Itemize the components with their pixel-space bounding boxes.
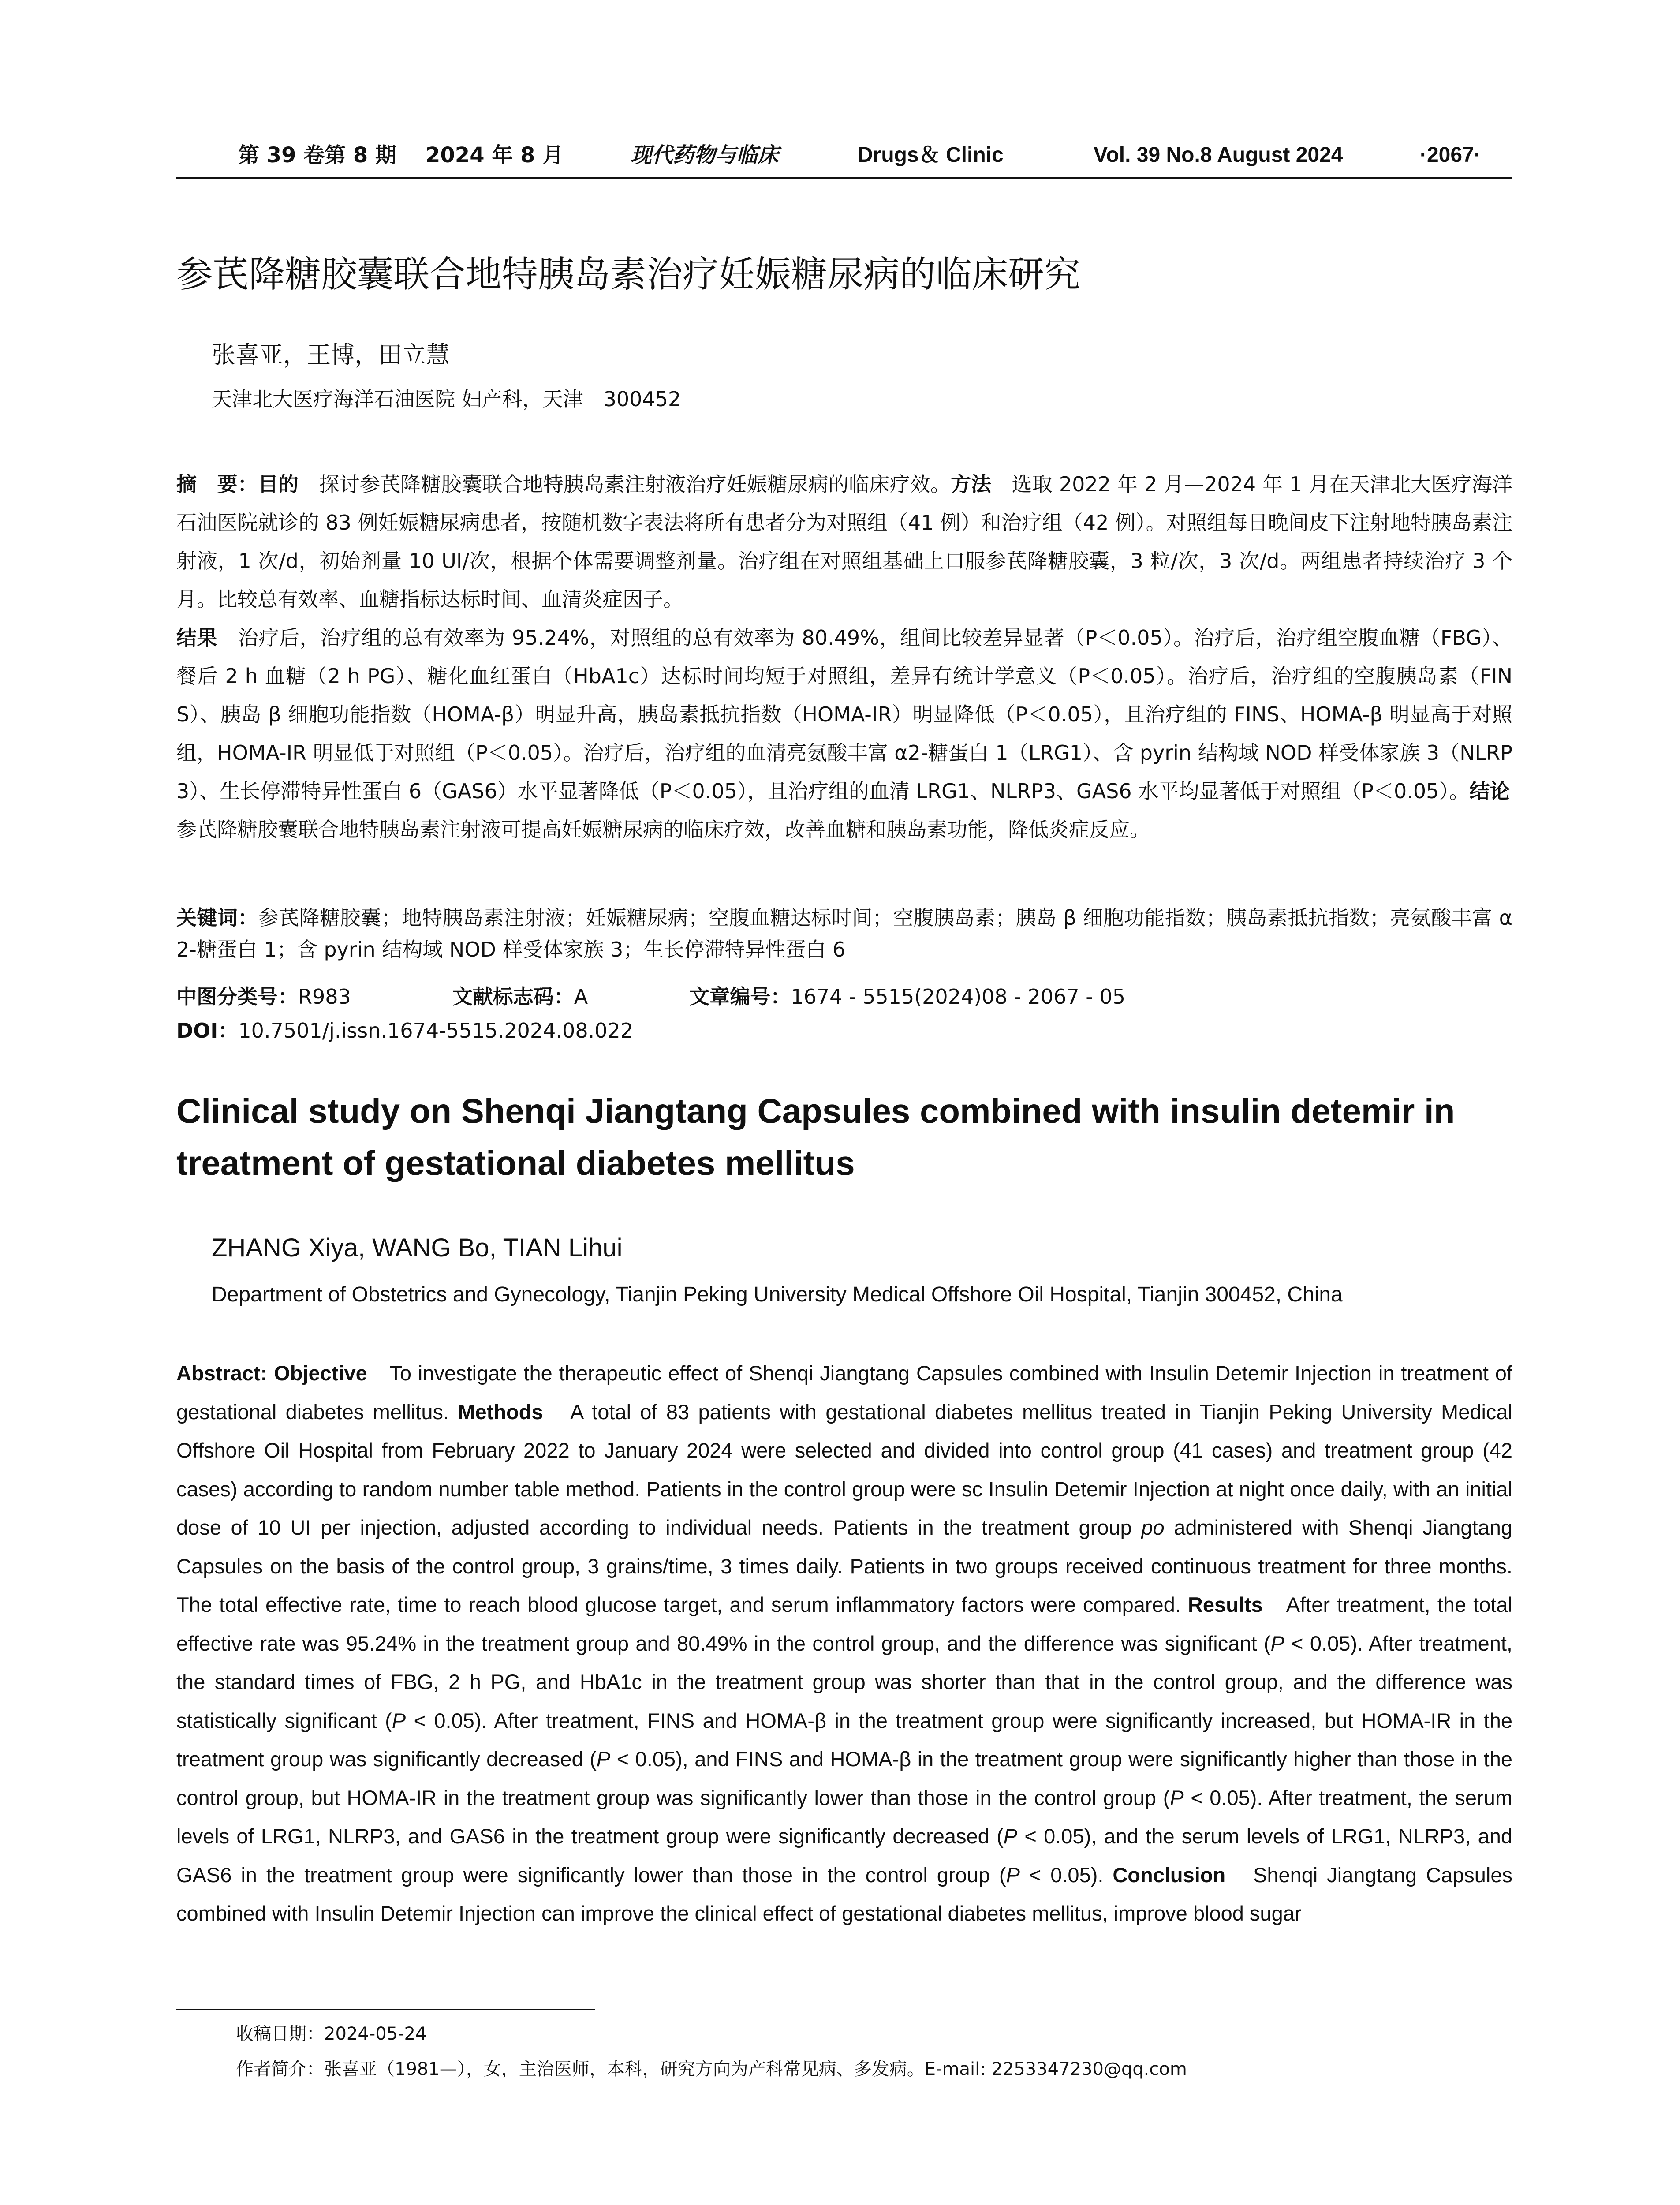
cn-title: 参芪降糖胶囊联合地特胰岛素治疗妊娠糖尿病的临床研究 [176, 254, 1081, 295]
clc-value: R983 [298, 985, 351, 1009]
en-results-text-4: < 0.05), and FINS and HOMA-β in the treatment group were significantly higher than those in the control group, but HOMA-IR in the treatment group was significantly lower than those in the control group ( [176, 1747, 1512, 1809]
en-affiliation: Department of Obstetrics and Gynecology, Tianjin Peking University Medical Offshore Oil Hospital, Tianjin 300452, China [212, 1283, 1343, 1306]
p-symbol: P [1170, 1786, 1184, 1809]
en-abstract [176, 1354, 1512, 1933]
clc-label: 中图分类号： [176, 985, 298, 1009]
p-symbol: P [392, 1708, 406, 1732]
en-objective-text: To investigate the therapeutic effect of Shenqi Jiangtang Capsules combined with Insulin Detemir Injection in treatment of gestational diabetes mellitus. [176, 1361, 1512, 1424]
doc-code-value: A [574, 985, 588, 1009]
cn-results-text: 治疗后，治疗组的总有效率为 95.24%，对照组的总有效率为 80.49%，组间比较差异显著（P＜0.05）。治疗后，治疗组空腹血糖（FBG）、餐后 2 h 血糖（2 h PG）、糖化血红蛋白（HbA1c）达标时间均短于对照组，差异有统计学意义（P＜0.05）。治疗后，治疗组的空腹胰岛素（FINS）、胰岛 β 细胞功能指数（HOMA-β）明显升高，胰岛素抵抗指数（HOMA-IR）明显降低（P＜0.05），且治疗组的 FINS、HOMA-β 明显高于对照组，HOMA-IR 明显低于对照组（P＜0.05）。治疗后，治疗组的血清亮氨酸丰富 α2-糖蛋白 1（LRG1）、含 pyrin 结构域 NOD 样受体家族 3（NLRP3）、生长停滞特异性蛋白 6（GAS6）水平显著降低（P＜0.05），且治疗组的血清 LRG1、NLRP3、GAS6 水平均显著低于对照组（P＜0.05）。 [176, 626, 1512, 803]
p-symbol: P [596, 1747, 611, 1771]
cn-methods-label: 方法 [950, 472, 992, 496]
en-results-label: Results [1187, 1593, 1263, 1616]
cn-affiliation: 天津北大医疗海洋石油医院 妇产科，天津 300452 [212, 387, 681, 411]
doi-value: 10.7501/j.issn.1674-5515.2024.08.022 [238, 1019, 634, 1043]
article-no-value: 1674 - 5515(2024)08 - 2067 - 05 [791, 985, 1125, 1009]
header-page-number: ·2067· [1420, 143, 1481, 167]
en-methods-text-2: administered with Shenqi Jiangtang Capsules on the basis of the control group, 3 grains/time, 3 times daily. Patients in two groups received continuous treatment for three months. The total effective rate, time to reach blood glucose target, and serum inflammatory factors were compared. [176, 1516, 1512, 1616]
header-rule [176, 177, 1512, 179]
en-results-text-7: < 0.05). [1019, 1863, 1113, 1887]
header-journal-en: Drugs＆ Clinic [858, 143, 1004, 167]
en-methods-text: A total of 83 patients with gestational diabetes mellitus treated in Tianjin Peking University Medical Offshore Oil Hospital from February 2022 to January 2024 were selected and divided into control group (41 cases) and treatment group (42 cases) according to random number table method. Patients in the control group were sc Insulin Detemir Injection at night once daily, with an initial dose of 10 UI per injection, adjusted according to individual needs. Patients in the treatment group [176, 1400, 1512, 1539]
cn-abstract-label: 摘 要： [176, 472, 258, 496]
cn-results-label: 结果 [176, 626, 218, 650]
p-symbol: P [1270, 1631, 1284, 1655]
en-title: Clinical study on Shenqi Jiangtang Capsules combined with insulin detemir in treatment of gestational diabetes mellitus [176, 1091, 1455, 1182]
en-conclusion-label: Conclusion [1113, 1863, 1226, 1887]
en-results-text-2: < 0.05). After treatment, the standard times of FBG, 2 h PG, and HbA1c in the treatment group was shorter than that in the control group, and the difference was statistically significant ( [176, 1631, 1512, 1732]
p-symbol: P [1006, 1863, 1020, 1887]
header-date-cn: 2024 年 8 月 [426, 143, 564, 168]
en-authors: ZHANG Xiya, WANG Bo, TIAN Lihui [212, 1233, 623, 1262]
p-symbol: P [1003, 1824, 1018, 1848]
en-methods-label: Methods [458, 1400, 543, 1424]
header-journal-cn: 现代药物与临床 [631, 143, 779, 168]
en-results-text-1: After treatment, the total effective rate was 95.24% in the treatment group and 80.49% in the control group, and the difference was significant ( [176, 1593, 1513, 1655]
doc-code-label: 文献标志码： [452, 985, 574, 1009]
en-objective-label: Objective [274, 1361, 367, 1385]
cn-conclusion-text: 参芪降糖胶囊联合地特胰岛素注射液可提高妊娠糖尿病的临床疗效，改善血糖和胰岛素功能，降低炎症反应。 [176, 779, 1531, 841]
cn-classification-line [176, 981, 1512, 1012]
cn-conclusion-label: 结论 [1469, 779, 1510, 803]
doi-line [176, 1015, 1512, 1046]
footnote-rule [176, 2009, 595, 2010]
doi-label: DOI： [176, 1019, 239, 1043]
cn-authors: 张喜亚，王博，田立慧 [212, 341, 450, 369]
en-results-text-5: < 0.05). After treatment, the serum levels of LRG1, NLRP3, and GAS6 in the treatment group were significantly decreased ( [176, 1786, 1512, 1848]
cn-keywords-text: 参芪降糖胶囊；地特胰岛素注射液；妊娠糖尿病；空腹血糖达标时间；空腹胰岛素；胰岛 β 细胞功能指数；胰岛素抵抗指数；亮氨酸丰富 α2-糖蛋白 1；含 pyrin 结构域 NOD 样受体家族 3；生长停滞特异性蛋白 6 [176, 906, 1513, 961]
cn-abstract [176, 465, 1531, 849]
en-methods-po: po [1141, 1516, 1165, 1539]
en-results-text-3: < 0.05). After treatment, FINS and HOMA-β in the treatment group were significantly increased, but HOMA-IR in the treatment group was significantly decreased ( [176, 1708, 1512, 1771]
cn-objective-text: 探讨参芪降糖胶囊联合地特胰岛素注射液治疗妊娠糖尿病的临床疗效。 [299, 472, 951, 496]
footnote-received: 收稿日期：2024-05-24 [236, 2024, 427, 2044]
header-volume-en: Vol. 39 No.8 August 2024 [1094, 143, 1343, 167]
en-conclusion-text: Shenqi Jiangtang Capsules combined with Insulin Detemir Injection can improve the clinical effect of gestational diabetes mellitus, improve blood sugar [176, 1863, 1512, 1925]
header-volume-cn: 第 39 卷第 8 期 [238, 143, 397, 168]
cn-keywords [176, 902, 1512, 965]
en-abstract-label: Abstract: [176, 1361, 274, 1385]
footnote-author-info: 作者简介：张喜亚（1981—），女，主治医师，本科，研究方向为产科常见病、多发病。E-mail: 2253347230@qq.com [236, 2059, 1187, 2079]
cn-methods-text: 选取 2022 年 2 月—2024 年 1 月在天津北大医疗海洋石油医院就诊的 83 例妊娠糖尿病患者，按随机数字表法将所有患者分为对照组（41 例）和治疗组（42 例）。对照组每日晚间皮下注射地特胰岛素注射液，1 次/d，初始剂量 10 UI/次，根据个体需要调整剂量。治疗组在对照组基础上口服参芪降糖胶囊，3 粒/次，3 次/d。两组患者持续治疗 3 个月。比较总有效率、血糖指标达标时间、血清炎症因子。 [176, 472, 1513, 611]
cn-objective-label: 目的 [258, 472, 299, 496]
cn-keywords-label: 关键词： [176, 906, 258, 930]
article-no-label: 文章编号： [689, 985, 791, 1009]
en-results-text-6: < 0.05), and the serum levels of LRG1, NLRP3, and GAS6 in the treatment group were significantly lower than those in the control group ( [176, 1824, 1512, 1887]
